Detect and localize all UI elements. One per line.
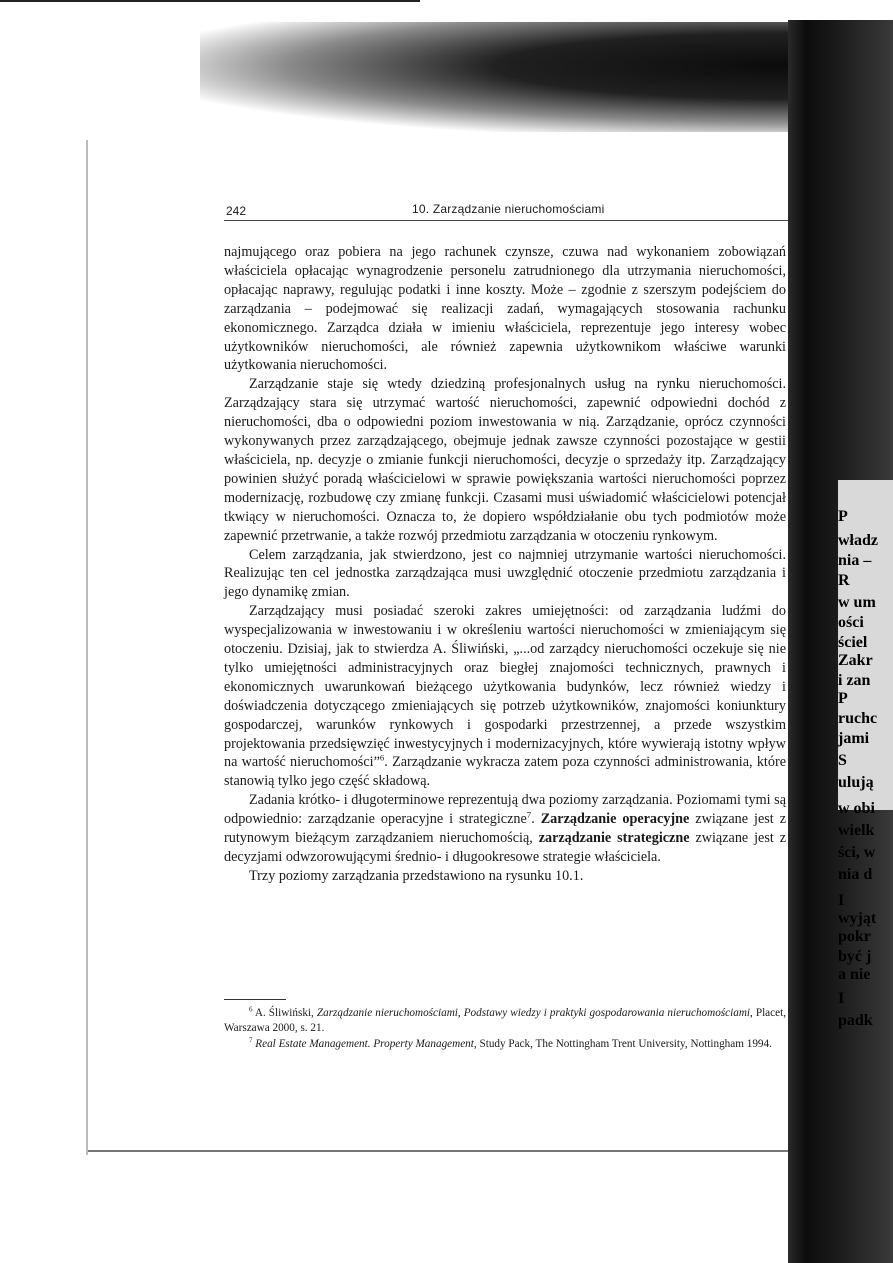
adjacent-page-fragment: nia –	[838, 552, 872, 569]
paragraph	[224, 867, 786, 886]
text-run: , Study Pack, The Nottingham Trent University, Nottingham 1994.	[473, 1037, 772, 1050]
paragraph	[224, 791, 786, 867]
footnote-ref: 7	[526, 809, 532, 820]
adjacent-page-fragment: ulują	[838, 774, 874, 791]
body-text	[224, 243, 786, 886]
adjacent-page-fragment: i zan	[838, 672, 871, 689]
page-header	[224, 198, 788, 221]
footnote-rule	[224, 999, 286, 1000]
text-run: związane jest z decyzjami odwzorowującymi średnio- i długookresowe strategie właściciela.	[224, 830, 786, 865]
footnote-ref: 6	[249, 1005, 253, 1014]
footnote-ref: 6	[379, 752, 385, 763]
text-run: Trzy poziomy zarządzania przedstawiono na rysunku 10.1.	[249, 867, 584, 884]
text-run: . Zarządzanie wykracza zatem poza czynności administrowania, które stanowią tylko jego część składową.	[224, 754, 786, 790]
page-edge-left	[86, 140, 88, 1155]
adjacent-page-fragment: nia d	[838, 866, 873, 883]
text-run: .	[531, 811, 541, 828]
adjacent-page-fragment: ści, w	[838, 844, 876, 861]
text-run: Celem zarządzania, jak stwierdzono, jest co najmniej utrzymanie wartości nieruchomości. Realizując ten cel jednostka zarządzająca musi uwzględnić otoczenie przedmiotu zarządzania i jego dynamikę zmian.	[224, 546, 786, 601]
adjacent-page-fragment: pokr	[838, 928, 871, 945]
adjacent-page-fragment: I	[838, 892, 845, 909]
text-run: , Placet, Warszawa 2000, s. 21.	[224, 1007, 786, 1035]
scan-top-line	[0, 0, 420, 2]
adjacent-page-fragment: I	[838, 990, 845, 1007]
text-run: najmującego oraz pobiera na jego rachunek czynsze, czuwa nad wykonaniem zobowiązań właściciela opłacając wynagrodzenie personelu zatrudnionego dla utrzymania nieruchomości, opłacając naprawy, regulując podatki i inne koszty. Może – zgodnie z szerszym podejściem do zarządzania – podejmować się realizacji zadań, wymagających stosowania rachunku ekonomicznego. Zarządca działa w imieniu właściciela, reprezentuje jego interesy wobec użytkowników nieruchomości, ale również zapewnia użytkownikom właściwe warunki użytkowania nieruchomości.	[224, 244, 786, 374]
adjacent-page-fragment: ruchc	[838, 710, 878, 727]
running-head: 10. Zarządzanie nieruchomościami	[412, 202, 605, 216]
adjacent-page-fragment: P	[838, 508, 848, 525]
page-edge-bottom	[88, 1150, 788, 1162]
adjacent-page-fragment: S	[838, 752, 847, 769]
paragraph	[224, 375, 786, 545]
adjacent-page-fragment: władz	[838, 532, 878, 549]
adjacent-page-fragment: P	[838, 690, 848, 707]
adjacent-page-fragment: wielk	[838, 822, 875, 839]
footnote	[224, 1006, 786, 1037]
adjacent-page-fragment: być j	[838, 948, 872, 965]
paragraph	[224, 546, 786, 603]
adjacent-page-fragment: w obi	[838, 800, 875, 817]
footnote-ref: 7	[249, 1035, 253, 1044]
italic-title: Real Estate Management. Property Management	[255, 1037, 474, 1050]
text-run: Zarządzanie staje się wtedy dziedziną profesjonalnych usług na rynku nieruchomości. Zarządzający stara się utrzymać wartość nieruchomości, zapewnić odpowiedni dochód z nieruchomości, dba o odpowiedni poziom inwestowania w nią. Zarządzanie, oprócz czynności wykonywanych przez zarządzającego, obejmuje jednak zawsze czynności pozostające w gestii właściciela, np. decyzje o zmianie funkcji nieruchomości, decyzje o sprzedaży itp. Zarządzający powinien służyć poradą właścicielowi w sprawie powiększania wartości nieruchomości poprzez modernizację, rozbudowę czy zmianę funkcji. Czasami musi uświadomić właścicielowi potencjał tkwiący w nieruchomości. Oznacza to, że dopiero współdziałanie obu tych podmiotów może zapewnić przetrwanie, a także rozwój przedmiotu zarządzania w otoczeniu rynkowym.	[224, 376, 786, 544]
footnote-list	[224, 1006, 786, 1052]
italic-title: Zarządzanie nieruchomościami, Podstawy wiedzy i praktyki gospodarowania nieruchomościami	[316, 1007, 751, 1019]
footnotes	[224, 999, 786, 1052]
adjacent-page-fragment: jami	[838, 730, 870, 747]
text-run: A. Śliwiński,	[252, 1007, 317, 1019]
adjacent-page-fragment: Zakr	[838, 652, 873, 669]
footnote	[224, 1037, 786, 1052]
adjacent-page-fragment: padk	[838, 1012, 873, 1029]
adjacent-page-fragment: w um	[838, 594, 876, 611]
adjacent-page-fragment: a nie	[838, 966, 871, 983]
book-page	[224, 198, 788, 1050]
bold-term: Zarządzanie operacyjne	[540, 811, 690, 828]
text-run: Zadania krótko- i długoterminowe reprezentują dwa poziomy zarządzania. Poziomami tymi są odpowiednio: zarządzanie operacyjne i strategiczne	[224, 792, 786, 828]
paragraph	[224, 602, 786, 791]
adjacent-page-fragment: R	[838, 572, 850, 589]
adjacent-page-fragment: wyjąt	[838, 910, 877, 927]
bold-term: zarządzanie strategiczne	[538, 830, 690, 847]
adjacent-page-fragment: ściel	[838, 634, 868, 651]
adjacent-page-fragment: ości	[838, 614, 864, 631]
text-run: związane jest z rutynowym bieżącym zarządzaniem nieruchomością,	[224, 811, 787, 847]
paragraph	[224, 243, 786, 375]
text-run: Zarządzający musi posiadać szeroki zakres umiejętności: od zarządzania ludźmi do wyspecjalizowania w inwestowaniu i w określeniu wartości nieruchomości w zmieniającym się otoczeniu. Dzisiaj, jak to stwierdza A. Śliwiński, „...od zarządcy nieruchomości oczekuje się nie tylko umiejętności administracyjnych oraz biegłej znajomości technicznych, prawnych i ekonomicznych uwarunkowań bieżącego użytkowania budynków, lecz również wiedzy i doświadczenia dotyczącego zmieniających się potrzeb użytkowników, znajomości koniunktury gospodarczej, warunków rynkowych i gospodarki przestrzennej, a przede wszystkim projektowania przedsięwzięć inwestycyjnych i modernizacyjnych, które wywierają istotny wpływ na wartość nieruchomości”	[224, 603, 786, 771]
page-number: 242	[226, 204, 247, 218]
